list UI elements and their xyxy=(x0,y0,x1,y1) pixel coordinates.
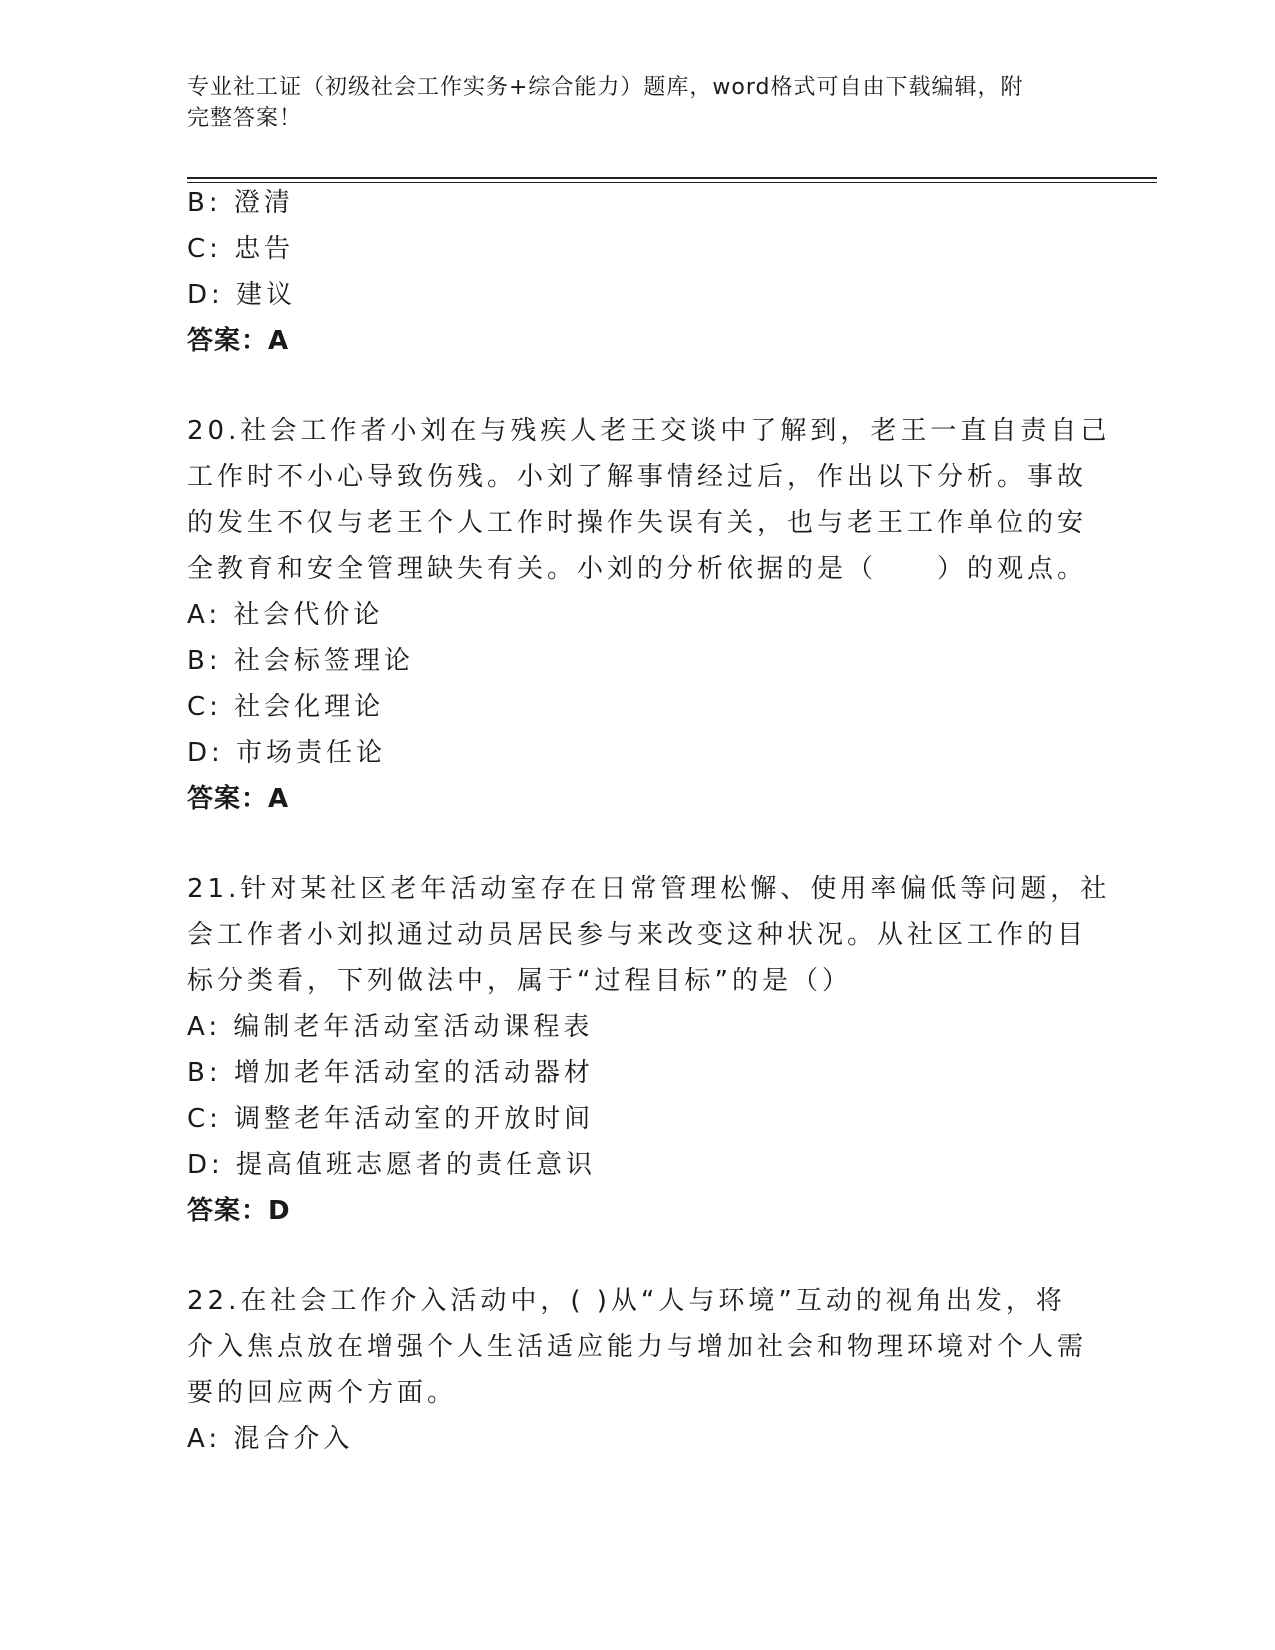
header-line-2: 完整答案！ xyxy=(187,106,303,131)
option-a: A: 编制老年活动室活动课程表 xyxy=(187,1012,594,1042)
option-d: D: 建议 xyxy=(187,280,297,310)
option-c: C: 忠告 xyxy=(187,234,295,264)
option-b: B: 增加老年活动室的活动器材 xyxy=(187,1058,594,1088)
document-page xyxy=(187,0,1157,1650)
question-stem-line: 全教育和安全管理缺失有关。小刘的分析依据的是（ ）的观点。 xyxy=(187,554,1088,584)
answer: 答案：A xyxy=(187,784,290,814)
question-stem-line: 介入焦点放在增强个人生活适应能力与增加社会和物理环境对个人需 xyxy=(187,1332,1088,1362)
option-c: C: 调整老年活动室的开放时间 xyxy=(187,1104,595,1134)
option-b: B: 澄清 xyxy=(187,188,294,218)
answer: 答案：D xyxy=(187,1196,291,1226)
option-a: A: 混合介入 xyxy=(187,1424,354,1454)
option-a: A: 社会代价论 xyxy=(187,600,384,630)
option-d: D: 提高值班志愿者的责任意识 xyxy=(187,1150,597,1180)
question-stem-line: 标分类看，下列做法中，属于“过程目标”的是（） xyxy=(187,966,852,996)
spacer xyxy=(187,822,1087,866)
question-22 xyxy=(187,1278,1087,1462)
question-list xyxy=(187,180,1111,1462)
question-stem-line: 要的回应两个方面。 xyxy=(187,1378,458,1408)
question-21 xyxy=(187,866,1111,1234)
option-c: C: 社会化理论 xyxy=(187,692,385,722)
question-stem-line: 的发生不仅与老王个人工作时操作失误有关，也与老王工作单位的安 xyxy=(187,508,1088,538)
header-line-1: 专业社工证（初级社会工作实务+综合能力）题库，word格式可自由下载编辑，附 xyxy=(187,75,1024,100)
option-b: B: 社会标签理论 xyxy=(187,646,414,676)
question-stem-line: 工作时不小心导致伤残。小刘了解事情经过后，作出以下分析。事故 xyxy=(187,462,1088,492)
spacer xyxy=(187,1234,1087,1278)
header-rule-thick xyxy=(187,177,1157,179)
page-header xyxy=(187,72,1087,134)
question-20 xyxy=(187,408,1111,822)
question-19-continued xyxy=(187,180,1087,364)
option-d: D: 市场责任论 xyxy=(187,738,387,768)
spacer xyxy=(187,364,1087,408)
question-stem-line: 会工作者小刘拟通过动员居民参与来改变这种状况。从社区工作的目 xyxy=(187,920,1088,950)
question-stem-line: 22.在社会工作介入活动中，( )从“人与环境”互动的视角出发，将 xyxy=(187,1286,1066,1316)
question-stem-line: 21.针对某社区老年活动室存在日常管理松懈、使用率偏低等问题，社 xyxy=(187,874,1111,904)
question-stem-line: 20.社会工作者小刘在与残疾人老王交谈中了解到，老王一直自责自己 xyxy=(187,416,1111,446)
answer: 答案：A xyxy=(187,326,290,356)
